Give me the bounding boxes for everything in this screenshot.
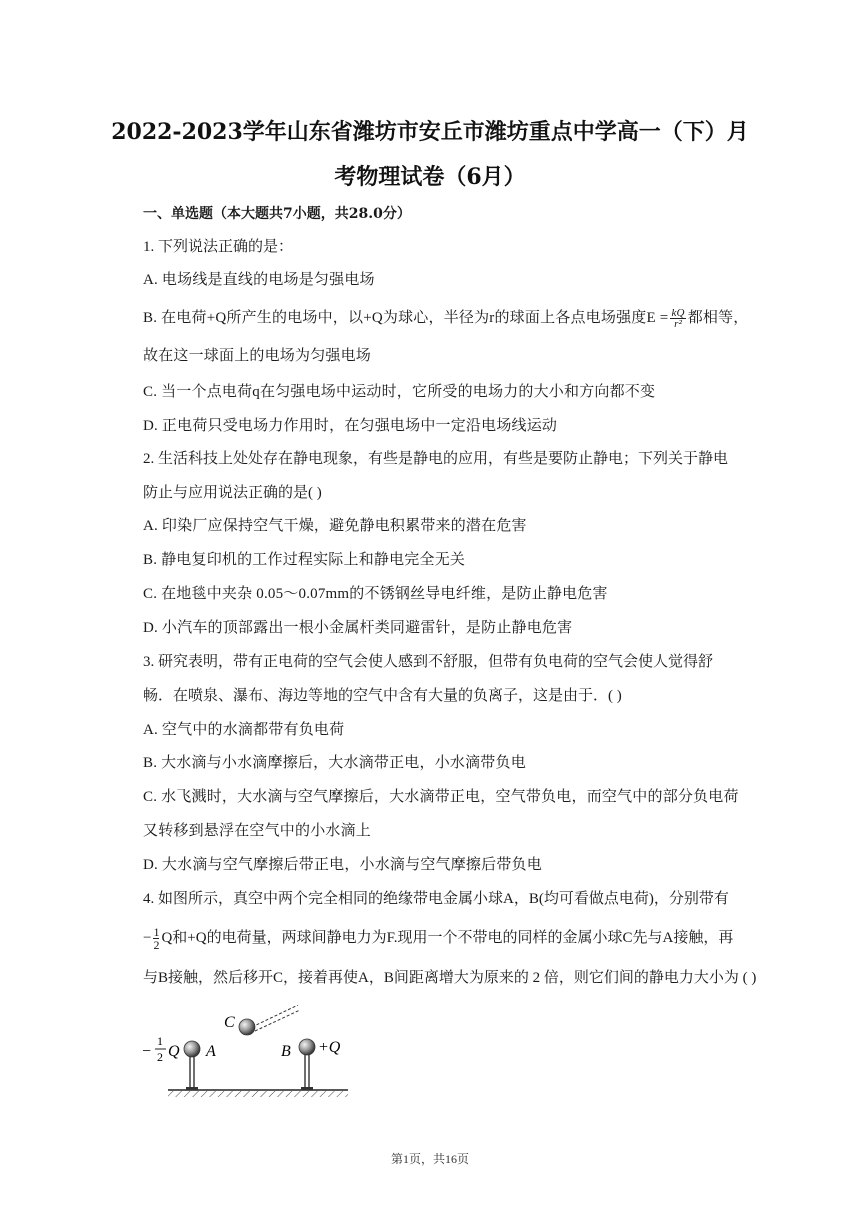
question-2-stem-line-2: 防止与应用说法正确的是( ) — [143, 485, 322, 501]
question-3-option-b: B. 大水滴与小水滴摩擦后，大水滴带正电，小水滴带负电 — [143, 755, 526, 771]
section-heading: 一、单选题（本大题共7小题，共28.0分） — [143, 206, 411, 222]
question-1-option-b — [143, 308, 763, 329]
question-3-option-c-line-1: C. 水飞溅时，大水滴与空气摩擦后，大水滴带正电，空气带负电，而空气中的部分负电荷 — [143, 789, 739, 805]
sphere-b — [299, 1039, 315, 1055]
question-3-option-a: A. 空气中的水滴都带有负电荷 — [143, 722, 345, 738]
field-strength-fraction — [670, 308, 685, 329]
fraction-denominator: r² — [674, 318, 683, 331]
question-3-stem-line-2: 畅．在喷泉、瀑布、海边等地的空气中含有大量的负离子，这是由于．( ) — [143, 688, 622, 704]
label-c: C — [224, 1014, 235, 1031]
negative-sign: − — [143, 929, 152, 946]
question-1-option-b-text: B. 在电荷+Q所产生的电场中，以+Q为球心，半径为r的球面上各点电场强度E = — [143, 310, 669, 326]
question-4-stem-line-3: 与B接触，然后移开C，接着再使A，B间距离增大为原来的 2 倍，则它们间的静电力大小为 ( ) — [143, 970, 757, 986]
sphere-c-handle — [252, 1005, 300, 1031]
page-footer: 第1页，共16页 — [390, 1152, 469, 1166]
charge-b: +Q — [318, 1039, 341, 1056]
question-2-option-d: D. 小汽车的顶部露出一根小金属杆类同避雷针，是防止静电危害 — [143, 620, 573, 636]
fraction-denominator: 2 — [153, 938, 160, 952]
exam-title-line-1: 2022-2023学年山东省潍坊市安丘市潍坊重点中学高一（下）月 — [111, 119, 749, 145]
question-1-option-c: C. 当一个点电荷q在匀强电场中运动时，它所受的电场力的大小和方向都不变 — [143, 384, 656, 400]
fraction-numerator: kQ — [671, 307, 685, 320]
question-1-option-b-continued: 故在这一球面上的电场为匀强电场 — [143, 348, 372, 364]
question-2-option-c: C. 在地毯中夹杂 0.05～0.07mm的不锈钢丝导电纤维，是防止静电危害 — [143, 586, 608, 602]
question-2-option-a: A. 印染厂应保持空气干燥，避免静电积累带来的潜在危害 — [143, 518, 527, 534]
question-3-option-d: D. 大水滴与空气摩擦后带正电，小水滴与空气摩擦后带负电 — [143, 857, 542, 873]
stand-a — [186, 1056, 198, 1090]
question-3-stem-line-1: 3. 研究表明，带有正电荷的空气会使人感到不舒服，但带有负电荷的空气会使人觉得舒 — [143, 654, 714, 670]
question-4-stem-line-1: 4. 如图所示，真空中两个完全相同的绝缘带电金属小球A，B(均可看做点电荷)，分别带有 — [143, 891, 729, 907]
question-1-option-d: D. 正电荷只受电场力作用时，在匀强电场中一定沿电场线运动 — [143, 418, 558, 434]
charge-a-denominator: 2 — [157, 1050, 163, 1064]
label-b: B — [281, 1043, 291, 1060]
question-1-option-a: A. 电场线是直线的电场是匀强电场 — [143, 272, 375, 288]
charge-a-q: Q — [168, 1043, 180, 1060]
half-fraction — [153, 926, 159, 951]
question-2-option-b: B. 静电复印机的工作过程实际上和静电完全无关 — [143, 552, 466, 568]
stand-b — [301, 1054, 313, 1090]
question-3-option-c-line-2: 又转移到悬浮在空气中的小水滴上 — [143, 823, 372, 839]
question-4-stem-line-2 — [143, 926, 763, 951]
question-4-stem-line-2-text: Q和+Q的电荷量，两球间静电力为F.现用一个不带电的同样的金属小球C先与A接触，再 — [161, 929, 734, 946]
charge-a-numerator: 1 — [157, 1034, 163, 1048]
label-a: A — [206, 1043, 216, 1060]
question-2-stem-line-1: 2. 生活科技上处处存在静电现象，有些是静电的应用，有些是要防止静电；下列关于静电 — [143, 451, 729, 467]
ground-hatching — [168, 1091, 348, 1097]
charged-spheres-figure — [140, 1005, 360, 1100]
fraction-numerator: 1 — [153, 925, 160, 939]
charge-a-sign: − — [142, 1043, 152, 1060]
question-1-option-b-tail: 都相等， — [687, 310, 749, 326]
exam-title-line-2: 考物理试卷（6月） — [334, 164, 526, 190]
sphere-c — [239, 1019, 255, 1035]
question-1-stem: 1. 下列说法正确的是： — [143, 239, 294, 255]
sphere-a — [184, 1041, 200, 1057]
